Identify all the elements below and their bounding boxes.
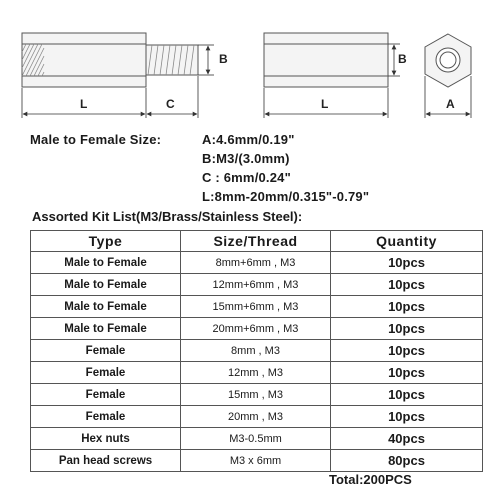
cell-size: 20mm , M3 [181,406,331,428]
cell-size: 8mm+6mm , M3 [181,252,331,274]
cell-type: Female [31,406,181,428]
cell-qty: 10pcs [331,384,483,406]
table-row [31,428,483,450]
dimension-b-left [198,45,214,75]
table-row [31,252,483,274]
cell-qty: 40pcs [331,428,483,450]
cell-qty: 80pcs [331,450,483,472]
size-spec-title: Male to Female Size: [30,132,162,147]
cell-qty: 10pcs [331,252,483,274]
cell-type: Female [31,340,181,362]
label-c-left: C [166,97,175,111]
spec-b: B:M3/(3.0mm) [202,151,290,166]
table-row [31,450,483,472]
cell-type: Pan head screws [31,450,181,472]
cell-qty: 10pcs [331,340,483,362]
cell-type: Female [31,362,181,384]
cell-size: 20mm+6mm , M3 [181,318,331,340]
cell-type: Hex nuts [31,428,181,450]
standoff-dimension-diagram [0,0,500,125]
cell-type: Male to Female [31,274,181,296]
header-quantity: Quantity [331,231,483,252]
label-l-right: L [321,97,329,111]
cell-size: 12mm+6mm , M3 [181,274,331,296]
cell-qty: 10pcs [331,406,483,428]
spec-c: C : 6mm/0.24" [202,170,291,185]
table-row [31,384,483,406]
table-row [31,362,483,384]
header-type: Type [31,231,181,252]
label-l-left: L [80,97,88,111]
cell-qty: 10pcs [331,296,483,318]
label-b-left: B [219,52,228,66]
total-count: Total:200PCS [329,472,412,487]
table-row [31,274,483,296]
table-row [31,406,483,428]
kit-list-title: Assorted Kit List(M3/Brass/Stainless Steel): [32,209,303,224]
cell-qty: 10pcs [331,362,483,384]
spec-a: A:4.6mm/0.19" [202,132,295,147]
table-row [31,296,483,318]
label-b-right: B [398,52,407,66]
cell-size: 8mm , M3 [181,340,331,362]
cell-size: 15mm , M3 [181,384,331,406]
hex-end-view [425,34,471,87]
female-standoff-drawing [264,33,388,87]
table-header-row [31,231,483,252]
cell-type: Male to Female [31,296,181,318]
kit-list-table [30,230,483,472]
cell-size: 15mm+6mm , M3 [181,296,331,318]
cell-qty: 10pcs [331,318,483,340]
label-a: A [446,97,455,111]
cell-qty: 10pcs [331,274,483,296]
table-row [31,340,483,362]
table-row [31,318,483,340]
male-female-standoff-drawing [22,33,198,87]
cell-type: Male to Female [31,252,181,274]
cell-size: M3-0.5mm [181,428,331,450]
header-size-thread: Size/Thread [181,231,331,252]
spec-l: L:8mm-20mm/0.315"-0.79" [202,189,370,204]
cell-size: 12mm , M3 [181,362,331,384]
cell-type: Male to Female [31,318,181,340]
cell-size: M3 x 6mm [181,450,331,472]
cell-type: Female [31,384,181,406]
